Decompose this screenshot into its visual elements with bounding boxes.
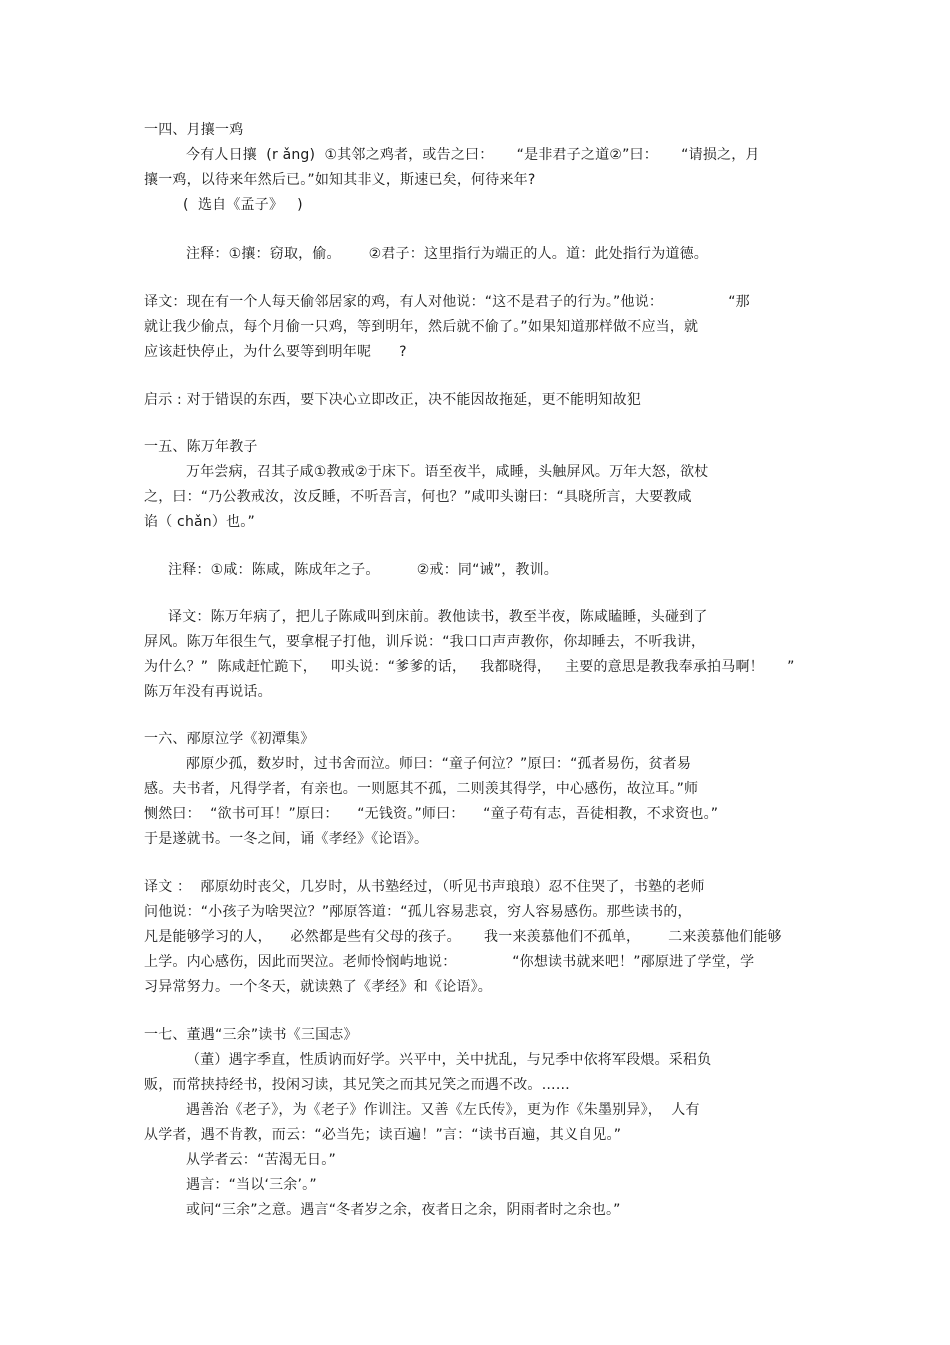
text-line: 攘一鸡，以待来年然后已。”如知其非义，斯速已矣，何待来年? xyxy=(144,172,536,188)
insight-line: 启示 : 对于错误的东西，要下决心立即改正，决不能因故拖延，更不能明知故犯 xyxy=(144,392,642,408)
text-line: 万年尝病，召其子咸①教戒②于床下。语至夜半，咸睡，头触屏风。万年大怒，欲杖 xyxy=(186,464,709,480)
translation-line: 译文 ： 邴原幼时丧父，几岁时，从书塾经过，（听见书声琅琅）忍不住哭了，书塾的老师 xyxy=(144,879,705,895)
translation-line: 译文：现在有一个人每天偷邻居家的鸡，有人对他说：“这不是君子的行为。”他说： “那 xyxy=(144,294,750,310)
text-line: 从学者云：“苦渴无日。” xyxy=(186,1152,336,1168)
text-line: 恻然曰： “欲书可耳！”原曰： “无钱资。”师曰： “童子苟有志，吾徒相教，不求资也。” xyxy=(144,806,719,822)
text-line: 从学者，遇不肯教，而云：“必当先；读百遍！”言：“读书百遍，其义自见。” xyxy=(144,1127,622,1143)
text-line: 感。夫书者，凡得学者，有亲也。一则愿其不孤，二则羡其得学，中心感伤，故泣耳。”师 xyxy=(144,781,699,797)
text-line: 贩，而常挟持经书，投闲习读，其兄笑之而其兄笑之而遇不改。…… xyxy=(144,1077,570,1093)
translation-line: 习异常努力。一个冬天，就读熟了《孝经》和《论语》。 xyxy=(144,979,492,995)
section-15-title: 一五、陈万年教子 xyxy=(144,439,258,455)
source-note: ( 选自《孟子》 ) xyxy=(183,197,303,213)
translation-line: 上学。内心感伤，因此而哭泣。老师怜悯屿地说： “你想读书就来吧！”邴原进了学堂，学 xyxy=(144,954,755,970)
translation-line: 问他说：“小孩子为啥哭泣？”邴原答道：“孤儿容易悲哀，穷人容易感伤。那些读书的， xyxy=(144,904,692,920)
section-14-title: 一四、月攘一鸡 xyxy=(144,122,244,138)
translation-line: 译文：陈万年病了，把儿子陈咸叫到床前。教他读书，教至半夜，陈咸瞌睡，头碰到了 xyxy=(168,609,708,625)
translation-line: 屏风。陈万年很生气，要拿棍子打他，训斥说：“我口口声声教你，你却睡去，不听我讲， xyxy=(144,634,706,650)
text-line: 之，曰：“乃公教戒汝，汝反睡，不听吾言，何也？”咸叩头谢曰：“具晓所言，大要教咸 xyxy=(144,489,692,505)
text-line: （董）遇字季直，性质讷而好学。兴平中，关中扰乱，与兄季中依将军段煨。采稆负 xyxy=(186,1052,712,1068)
text-line: 或问“三余”之意。遇言“冬者岁之余，夜者日之余，阴雨者时之余也。” xyxy=(186,1202,621,1218)
text-line: 谄（ chǎn）也。” xyxy=(144,514,255,530)
text-line: 遇言：“当以‘三余’。” xyxy=(186,1177,317,1193)
annotation-line: 注释：①咸：陈咸，陈成年之子。 ②戒：同“诫”，教训。 xyxy=(168,562,559,578)
text-line: 于是遂就书。一冬之间，诵《孝经》《论语》。 xyxy=(144,831,429,847)
translation-line: 陈万年没有再说话。 xyxy=(144,684,272,700)
text-line: 邴原少孤，数岁时，过书舍而泣。师曰：“童子何泣？”原曰：“孤者易伤，贫者易 xyxy=(186,756,692,772)
section-17-title: 一七、董遇“三余”读书《三国志》 xyxy=(144,1027,358,1043)
section-16-title: 一六、邴原泣学《初潭集》 xyxy=(144,731,315,747)
translation-line: 就让我少偷点，每个月偷一只鸡，等到明年，然后就不偷了。”如果知道那样做不应当，就 xyxy=(144,319,699,335)
text-line: 今有人日攘 (r ǎng) ①其邻之鸡者，或告之曰： “是非君子之道②”曰： “请损之，月 xyxy=(186,147,760,163)
text-line: 遇善治《老子》，为《老子》作训注。又善《左氏传》，更为作《朱墨别异》， 人有 xyxy=(186,1102,700,1118)
annotation-line: 注释：①攘：窃取，偷。 ②君子：这里指行为端正的人。道：此处指行为道德。 xyxy=(186,246,709,262)
translation-line: 应该赶快停止，为什么要等到明年呢 ? xyxy=(144,344,407,360)
translation-line: 凡是能够学习的人， 必然都是些有父母的孩子。 我一来羡慕他们不孤单， 二来羡慕他们能够 xyxy=(144,929,782,945)
translation-line: 为什么？” 陈咸赶忙跪下， 叩头说：“爹爹的话， 我都晓得， 主要的意思是教我奉承拍马啊！ ” xyxy=(144,659,795,675)
